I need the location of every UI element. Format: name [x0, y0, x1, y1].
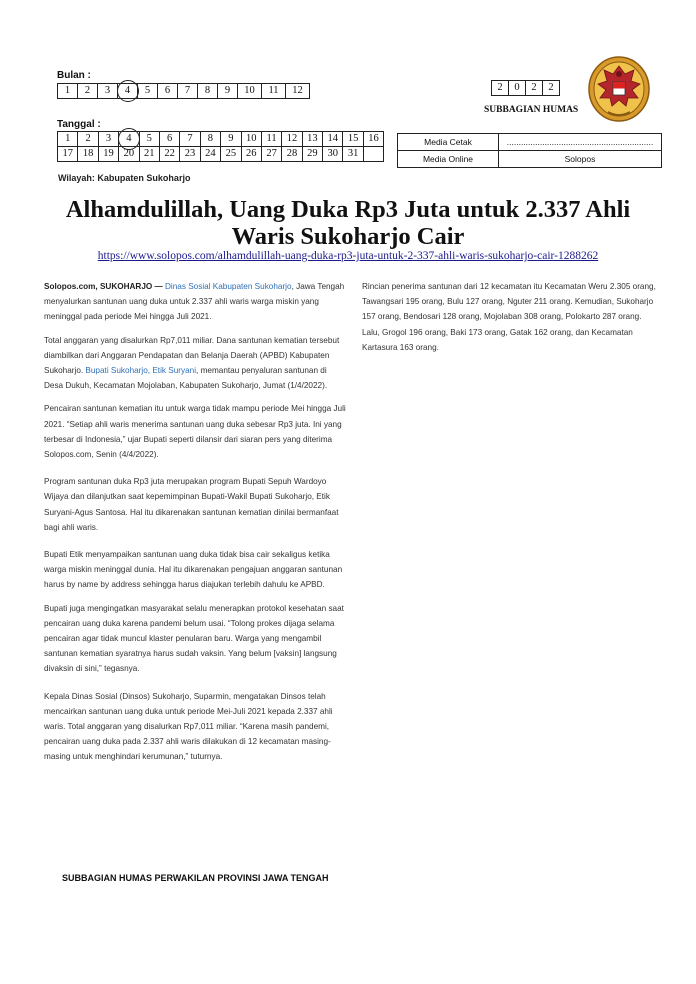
date-cell-20: 20 [119, 147, 139, 162]
date-cell-27: 27 [261, 147, 281, 162]
month-cell-10: 10 [238, 84, 262, 99]
date-cell-16: 16 [363, 132, 383, 147]
date-cell-14: 14 [323, 132, 343, 147]
year-digit-2: 2 [543, 81, 560, 96]
paragraph-5: Bupati Etik menyampaikan santunan uang duka tidak bisa cair sekaligus ketika warga miskin meninggal dunia. Hal itu dikarenakan pengajuan anggaran santunan harus by name by address sehingga harus diajukan terlebih dahulu ke APBD. [44, 550, 343, 590]
article-url[interactable]: https://www.solopos.com/alhamdulillah-uang-duka-rp3-juta-untuk-2-337-ahli-waris-sukoharjo-cair-1288262 [97, 250, 599, 262]
date-cell-2: 2 [78, 132, 98, 147]
month-cell-7: 7 [178, 84, 198, 99]
paragraph-4: Program santunan duka Rp3 juta merupakan program Bupati Sepuh Wardoyo Wijaya dan dilanjutkan saat kepemimpinan Bupati-Wakil Bupati Sukoharjo, Etik Suryani-Agus Santosa. Hal itu dikarenakan santunan kematian dinilai bermanfaat bagi ahli waris. [44, 477, 339, 532]
media-cetak-label: Media Cetak [398, 134, 499, 151]
date-cell-4: 4 [119, 132, 139, 147]
paragraph-3: Pencairan santunan kematian itu untuk warga tidak mampu periode Mei hingga Juli 2021. “Setiap ahli waris menerima santunan uang duka sebesar Rp3 juta. Ini yang terbesar di Indonesia,” ujar Bupati seperti dilansir dari siaran pers yang diterima Solopos.com, Senin (4/4/2022). [44, 404, 346, 460]
date-cell-3: 3 [98, 132, 118, 147]
date-cell-29: 29 [302, 147, 322, 162]
year-digit-2: 2 [492, 81, 509, 96]
date-cell-23: 23 [180, 147, 200, 162]
date-cell-1: 1 [58, 132, 78, 147]
date-cell-10: 10 [241, 132, 261, 147]
left-column [44, 279, 347, 773]
p2-a: Total anggaran yang disalurkan Rp7,011 miliar. Dana santunan kematian tersebut diambilkan dari Anggaran Pendapatan dan Belanja Daerah (APBD) Kabupaten Sukoharjo. [44, 335, 340, 376]
month-cell-11: 11 [262, 84, 286, 99]
bupati-link[interactable]: Bupati Sukoharjo, Etik Suryani [85, 366, 197, 376]
date-cell-31: 31 [343, 147, 363, 162]
dinsos-link[interactable]: Dinas Sosial Kabupaten Sukoharjo [165, 282, 292, 291]
date-cell-30: 30 [323, 147, 343, 162]
p1-rest: , Jawa Tengah menyalurkan santunan uang duka untuk 2.337 ahli waris warga miskin yang meninggal pada periode Mei hingga Juli 2021. [44, 282, 345, 322]
date-cell-18: 18 [78, 147, 98, 162]
year-digit-0: 0 [509, 81, 526, 96]
date-cell-blank [363, 147, 383, 162]
paragraph-7: Kepala Dinas Sosial (Dinsos) Sukoharjo, Suparmin, mengatakan Dinsos telah mencairkan santunan uang duka untuk periode Mei-Juli 2021 kepada 2.337 ahli waris. Total anggaran yang disalurkan Rp7,011 miliar. “Karena masih pandemi, pencairan uang duka pada 2.337 ahli waris dilakukan di 12 kecamatan masing-masing untuk menghindari kerumunan,” tuturnya. [44, 691, 333, 762]
media-online-label: Media Online [398, 151, 499, 168]
date-cell-12: 12 [282, 132, 302, 147]
right-column [362, 279, 656, 363]
date-cell-17: 17 [58, 147, 78, 162]
month-cell-4: 4 [118, 84, 138, 99]
date-cell-21: 21 [139, 147, 159, 162]
p2-b: , memantau penyaluran santunan di Desa Dukuh, Kecamatan Mojolaban, Kabupaten Sukoharjo, Jumat (1/4/2022). [44, 366, 328, 391]
date-cell-7: 7 [180, 132, 200, 147]
month-cell-5: 5 [138, 84, 158, 99]
month-cell-6: 6 [158, 84, 178, 99]
month-cell-3: 3 [98, 84, 118, 99]
garuda-emblem-icon [586, 54, 652, 124]
year-digit-2: 2 [526, 81, 543, 96]
date-cell-11: 11 [261, 132, 281, 147]
paragraph-8: Rincian penerima santunan dari 12 kecamatan itu Kecamatan Weru 2.305 orang, Tawangsari 195 orang, Bulu 127 orang, Nguter 211 orang. Kemudian, Sukoharjo 157 orang, Bendosari 128 orang, Mojolaban 308 orang, Polokarto 287 orang. Lalu, Grogol 196 orang, Baki 173 orang, Gatak 162 orang, dan Kecamatan Kartasura 163 orang. [362, 282, 656, 352]
date-cell-13: 13 [302, 132, 322, 147]
date-grid [57, 131, 384, 162]
media-table [397, 133, 662, 168]
year-box [491, 80, 560, 96]
date-cell-5: 5 [139, 132, 159, 147]
media-online-value: Solopos [499, 151, 662, 168]
tanggal-label: Tanggal : [57, 119, 101, 130]
footer: SUBBAGIAN HUMAS PERWAKILAN PROVINSI JAWA TENGAH [62, 873, 329, 883]
date-cell-26: 26 [241, 147, 261, 162]
media-cetak-value: .............................................................. [499, 134, 662, 151]
article-title: Alhamdulillah, Uang Duka Rp3 Juta untuk 2.337 Ahli Waris Sukoharjo Cair [65, 196, 631, 250]
date-cell-22: 22 [159, 147, 179, 162]
dateline: Solopos.com, SUKOHARJO — [44, 282, 163, 291]
date-cell-9: 9 [221, 132, 241, 147]
month-cell-12: 12 [286, 84, 310, 99]
month-cell-2: 2 [78, 84, 98, 99]
month-cell-8: 8 [198, 84, 218, 99]
date-cell-8: 8 [200, 132, 220, 147]
paragraph-1 [44, 279, 347, 325]
paragraph-6: Bupati juga mengingatkan masyarakat selalu menerapkan protokol kesehatan saat pencairan uang duka karena pandemi belum usai. “Tolong prokes dijaga selama pencairan agar tidak muncul klaster penularan baru. Warga yang mengambil santunan kematian syaratnya harus sudah vaksin. Yang belum [vaksin] langsung divaksin di sini,” tegasnya. [44, 603, 344, 674]
date-cell-15: 15 [343, 132, 363, 147]
month-grid [57, 83, 310, 99]
paragraph-2 [44, 333, 347, 394]
month-cell-1: 1 [58, 84, 78, 99]
wilayah: Wilayah: Kabupaten Sukoharjo [58, 173, 191, 183]
month-cell-9: 9 [218, 84, 238, 99]
date-cell-28: 28 [282, 147, 302, 162]
date-cell-19: 19 [98, 147, 118, 162]
date-cell-24: 24 [200, 147, 220, 162]
date-cell-6: 6 [159, 132, 179, 147]
unit-name: SUBBAGIAN HUMAS [484, 105, 579, 115]
date-cell-25: 25 [221, 147, 241, 162]
bulan-label: Bulan : [57, 70, 91, 81]
